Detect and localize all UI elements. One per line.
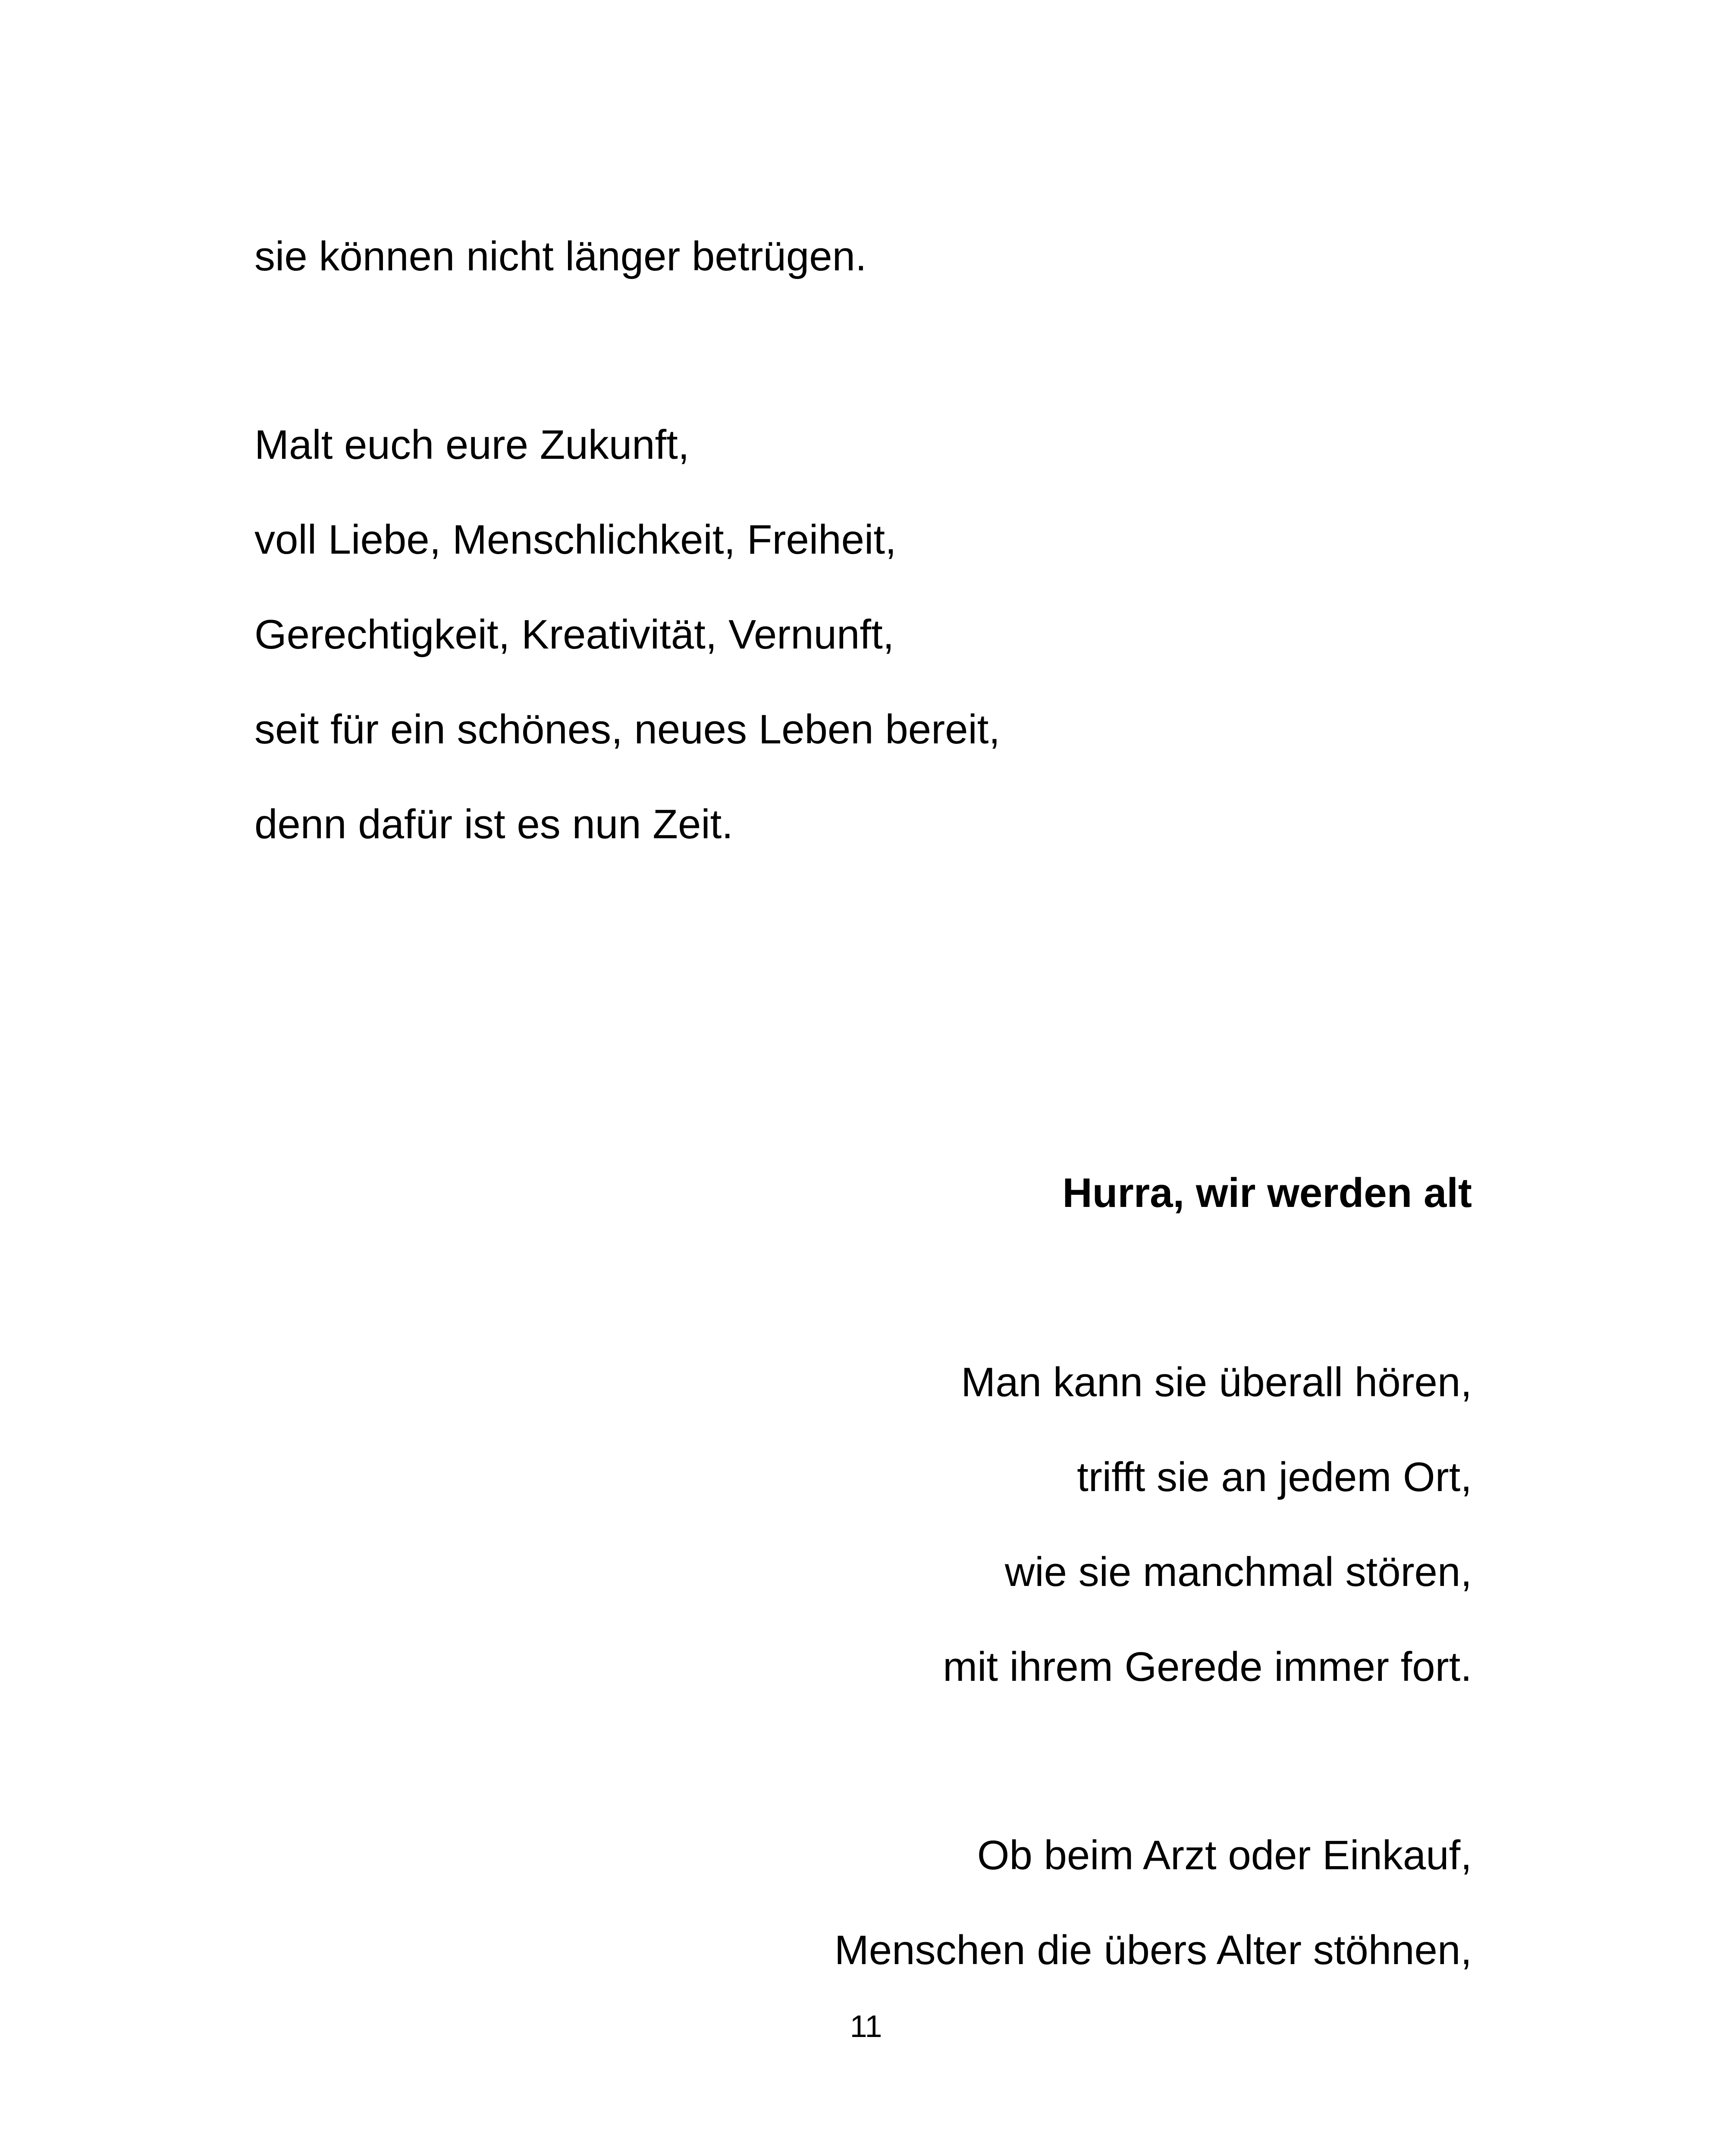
poem-line: Menschen die übers Alter stöhnen,	[834, 1927, 1472, 1973]
poem-line: Man kann sie überall hören,	[961, 1359, 1472, 1405]
poem-line: Ob beim Arzt oder Einkauf,	[977, 1832, 1472, 1878]
poem-line: wie sie manchmal stören,	[1004, 1549, 1472, 1595]
poem-line: voll Liebe, Menschlichkeit, Freiheit,	[254, 517, 897, 563]
page-number: 11	[850, 2009, 882, 2044]
poem-line: Gerechtigkeit, Kreativität, Vernunft,	[254, 611, 894, 658]
poem-line: mit ihrem Gerede immer fort.	[943, 1644, 1472, 1690]
poem-line: trifft sie an jedem Ort,	[1077, 1454, 1472, 1500]
poem-title: Hurra, wir werden alt	[1062, 1170, 1472, 1216]
poem-line: Malt euch eure Zukunft,	[254, 422, 690, 468]
poem-line: denn dafür ist es nun Zeit.	[254, 801, 733, 847]
poem-line: sie können nicht länger betrügen.	[254, 233, 867, 279]
poem-line: seit für ein schönes, neues Leben bereit,	[254, 706, 1001, 752]
